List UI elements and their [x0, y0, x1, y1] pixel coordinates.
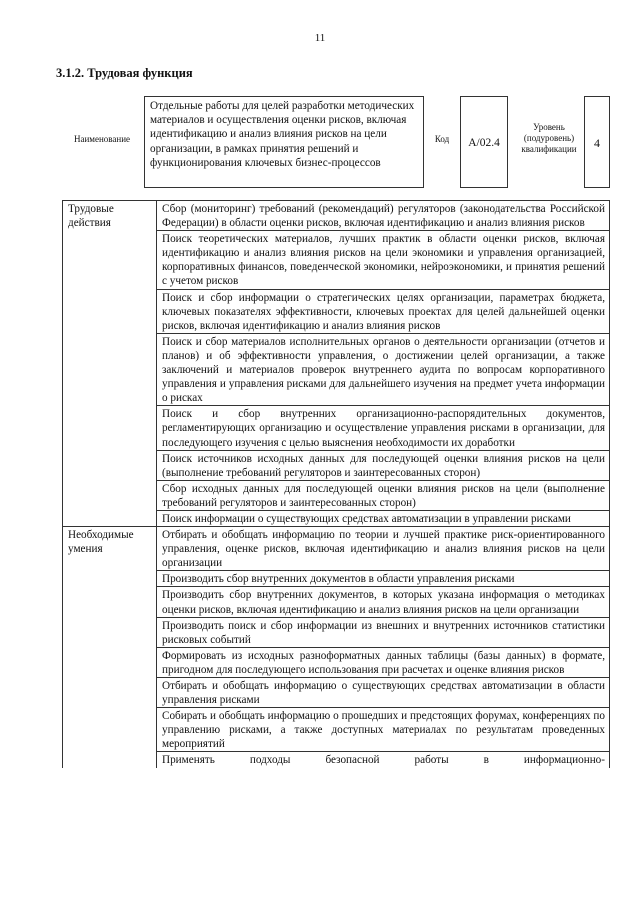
required-skills-item: Формировать из исходных разноформатных данных таблицы (базы данных) в формате, пригодном для последующего использования при расчетах и оценке влияния рисков	[157, 647, 610, 677]
required-skills-item: Применять подходы безопасной работы в информационно-	[157, 752, 610, 768]
labor-actions-item: Поиск теоретических материалов, лучших практик в области оценки рисков, включая идентификацию и анализ влияния рисков на цели экономики и управления организацией, корпоративных финансов, поведенческой экономики, нейроэкономики, и принятия решений с учетом рисков	[157, 231, 610, 289]
code-label: Код	[434, 134, 450, 144]
labor-actions-item: Поиск и сбор материалов исполнительных органов о деятельности организации (отчетов и планов) и об эффективности управления, о достижении целей организации, а также заключений и материалов проверок внутреннего аудита по вопросам корпоративного управления и управления рисками для дальнейшего изучения на предмет учета информации о рисках	[157, 333, 610, 405]
required-skills-item: Отбирать и обобщать информацию по теории и лучшей практике риск-ориентированного управления, оценке рисков, включая идентификацию и анализ влияния рисков на цели организации	[157, 527, 610, 571]
required-skills-item: Отбирать и обобщать информацию о существующих средствах автоматизации в области управления рисками	[157, 678, 610, 708]
level-label: Уровень (подуровень) квалификации	[521, 122, 577, 154]
code-value: А/02.4	[460, 96, 508, 188]
function-header	[62, 96, 612, 188]
section-title: 3.1.2. Трудовая функция	[56, 66, 193, 80]
required-skills-item: Производить сбор внутренних документов, в которых указана информация о методиках оценки рисков, включая идентификацию и анализ влияния рисков на цели организации	[157, 587, 610, 617]
function-table	[62, 200, 610, 768]
table-row	[63, 201, 610, 231]
labor-actions-item: Поиск источников исходных данных для последующей оценки влияния рисков на цели (выполнение требований регуляторов и заинтересованных сторон)	[157, 450, 610, 480]
labor-actions-label: Трудовые действия	[63, 201, 157, 527]
labor-actions-item: Поиск информации о существующих средствах автоматизации в управлении рисками	[157, 510, 610, 526]
name-label: Наименование	[73, 134, 131, 144]
labor-actions-item: Поиск и сбор информации о стратегических целях организации, параметрах бюджета, ключевых показателях эффективности, ключевых проектах для целей дальнейшей оценки рисков, включая идентификацию и анализ влияния рисков	[157, 289, 610, 333]
page-number: 11	[314, 32, 326, 44]
required-skills-item: Производить сбор внутренних документов в области управления рисками	[157, 571, 610, 587]
level-value: 4	[584, 96, 610, 188]
labor-actions-item: Сбор (мониторинг) требований (рекомендаций) регуляторов (законодательства Российской Федерации) в области оценки рисков, включая идентификацию и анализ влияния рисков	[157, 201, 610, 231]
required-skills-label: Необходимые умения	[63, 527, 157, 768]
table-row	[63, 527, 610, 571]
required-skills-item: Собирать и обобщать информацию о прошедших и предстоящих форумах, конференциях по управлению рисками, а также доступных материалах по результатам проведенных мероприятий	[157, 708, 610, 752]
name-value: Отдельные работы для целей разработки методических материалов и осуществления оценки рисков, включая идентификацию и анализ влияния рисков на цели организации, в рамках принятия решений и функционирования ключевых бизнес-процессов	[144, 96, 424, 188]
required-skills-item: Производить поиск и сбор информации из внешних и внутренних источников статистики рисковых событий	[157, 617, 610, 647]
labor-actions-item: Сбор исходных данных для последующей оценки влияния рисков на цели (выполнение требований регуляторов и заинтересованных сторон)	[157, 480, 610, 510]
labor-actions-item: Поиск и сбор внутренних организационно-распорядительных документов, регламентирующих организацию и осуществление управления рисками в организации, для последующего изучения с целью выяснения необходимости их доработки	[157, 406, 610, 450]
function-table-body	[63, 201, 610, 768]
